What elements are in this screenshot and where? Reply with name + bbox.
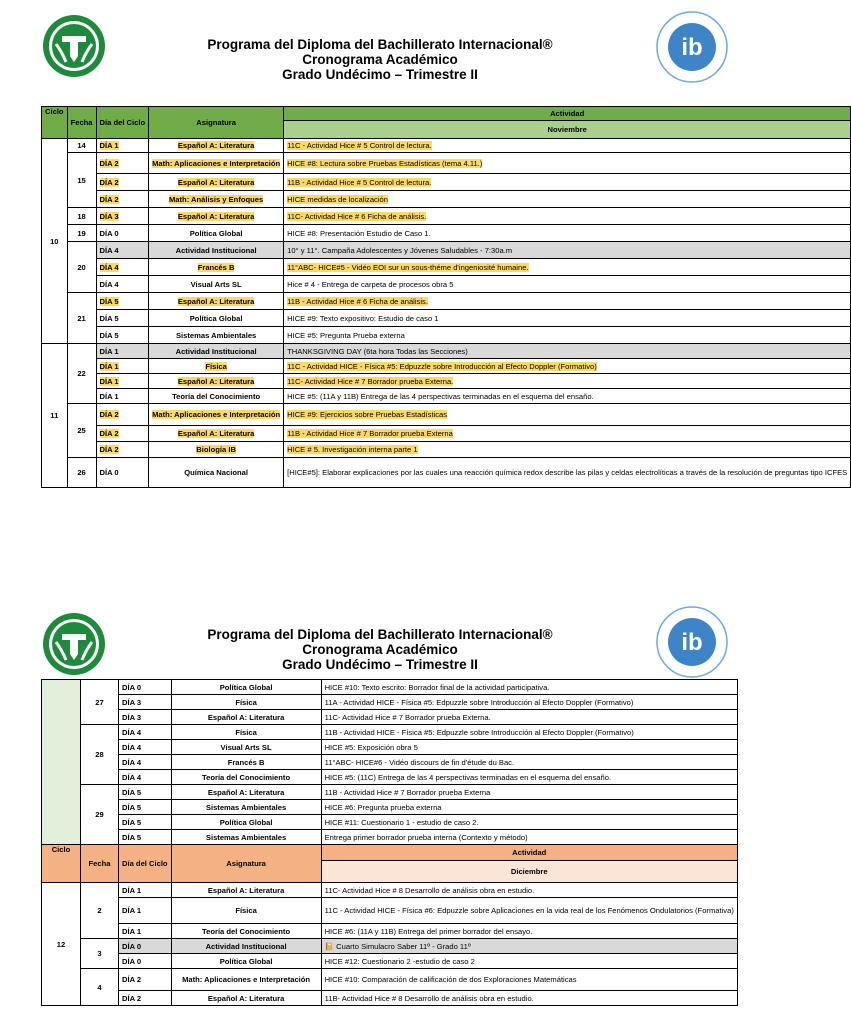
subject-cell: Política Global bbox=[149, 310, 284, 327]
document-title-line-3: Grado Undécimo – Trimestre II bbox=[282, 67, 478, 82]
activity-cell: HICE medidas de localización bbox=[284, 191, 851, 208]
svg-text:ib: ib bbox=[681, 629, 703, 656]
activity-cell: 📔 Cuarto Simulacro Saber 11º - Grado 11º bbox=[321, 939, 737, 954]
activity-cell: HICE #6: Pregunta prueba externa bbox=[321, 800, 737, 815]
day-cell: DÍA 0 bbox=[96, 458, 149, 488]
subject-cell: Actividad Institucional bbox=[149, 344, 284, 359]
subject-cell: Física bbox=[171, 725, 321, 740]
day-cell: DÍA 1 bbox=[96, 139, 149, 153]
page-2 bbox=[0, 575, 768, 1024]
header-dia: Día del Ciclo bbox=[96, 107, 149, 139]
day-cell: DÍA 4 bbox=[119, 740, 172, 755]
activity-cell: HICE #9: Texto expositivo: Estudio de caso 1 bbox=[284, 310, 851, 327]
activity-cell: HICE #11: Cuestionario 1 - estudio de caso 2. bbox=[321, 815, 737, 830]
subject-cell: Actividad Institucional bbox=[171, 939, 321, 954]
subject-cell: Política Global bbox=[149, 225, 284, 242]
subject-cell: Sistemas Ambientales bbox=[171, 800, 321, 815]
subject-cell: Español A: Literatura bbox=[149, 374, 284, 389]
header-dia: Día del Ciclo bbox=[119, 845, 172, 883]
day-cell: DÍA 5 bbox=[119, 830, 172, 845]
subject-cell: Política Global bbox=[171, 954, 321, 969]
subject-cell: Visual Arts SL bbox=[171, 740, 321, 755]
day-cell: DÍA 2 bbox=[119, 991, 172, 1006]
svg-text:ib: ib bbox=[681, 34, 703, 61]
ib-world-school-logo-icon bbox=[655, 10, 729, 84]
activity-cell: 11B - Actividad Hice # 7 Borrador prueba Externa bbox=[284, 426, 851, 442]
day-cell: DÍA 2 bbox=[96, 153, 149, 174]
activity-cell: HICE #5: Exposición obra 5 bbox=[321, 740, 737, 755]
header-asignatura: Asignatura bbox=[171, 845, 321, 883]
activity-cell: HICE #8: Presentación Estudio de Caso 1. bbox=[284, 225, 851, 242]
header-fecha: Fecha bbox=[81, 845, 119, 883]
day-cell: DÍA 2 bbox=[119, 969, 172, 991]
day-cell: DÍA 5 bbox=[119, 815, 172, 830]
subject-cell: Física bbox=[171, 898, 321, 924]
activity-cell: [HICE#5]: Elaborar explicaciones por las cuales una reacción química redox describe las pilas y celdas electrolíticas a través de la resolución de preguntas tipo ICFES bbox=[284, 458, 851, 488]
day-cell: DÍA 5 bbox=[96, 293, 149, 310]
header-ciclo: Ciclo bbox=[42, 107, 68, 139]
day-cell: DÍA 4 bbox=[96, 276, 149, 293]
activity-cell: 11B - Actividad Hice # 5 Control de lectura. bbox=[284, 174, 851, 191]
activity-cell: 11C - Actividad HICE - Física #5: Edpuzzle sobre Introducción al Efecto Doppler (Formativo) bbox=[284, 359, 851, 374]
subject-cell: Política Global bbox=[171, 815, 321, 830]
date-cell: 29 bbox=[81, 785, 119, 845]
schedule-table-continuation bbox=[41, 679, 738, 1006]
date-cell: 25 bbox=[67, 404, 96, 458]
activity-cell: 11B - Actividad HICE - Física #5: Edpuzzle sobre Introducción al Efecto Doppler (Formativo) bbox=[321, 725, 737, 740]
document-title-line-1: Programa del Diploma del Bachillerato Internacional® bbox=[207, 627, 553, 642]
schedule-table-november bbox=[41, 106, 851, 488]
date-cell: 2 bbox=[81, 883, 119, 939]
day-cell: DÍA 5 bbox=[96, 327, 149, 344]
month-label: Diciembre bbox=[321, 861, 737, 883]
subject-cell: Francés B bbox=[171, 755, 321, 770]
day-cell: DÍA 1 bbox=[119, 898, 172, 924]
activity-cell: 11B - Actividad Hice # 7 Borrador prueba Externa bbox=[321, 785, 737, 800]
activity-cell: 11C- Actividad Hice # 7 Borrador prueba Externa. bbox=[321, 710, 737, 725]
cycle-number: 11 bbox=[42, 344, 68, 488]
subject-cell: Español A: Literatura bbox=[149, 293, 284, 310]
day-cell: DÍA 5 bbox=[119, 785, 172, 800]
subject-cell: Español A: Literatura bbox=[171, 710, 321, 725]
ib-world-school-logo-icon bbox=[655, 605, 729, 679]
subject-cell: Español A: Literatura bbox=[171, 785, 321, 800]
subject-cell: Actividad Institucional bbox=[149, 242, 284, 259]
activity-cell: 11B- Actividad Hice # 8 Desarrollo de análisis obra en estudio. bbox=[321, 991, 737, 1006]
subject-cell: Política Global bbox=[171, 680, 321, 695]
activity-cell: 11°ABC- HICE#6 - Vidéo discours de fin d'étude du Bac. bbox=[321, 755, 737, 770]
header-actividad: Actividad bbox=[284, 107, 851, 121]
activity-cell: HICE #5: Pregunta Prueba externa bbox=[284, 327, 851, 344]
subject-cell: Teoría del Conocimiento bbox=[171, 770, 321, 785]
date-cell: 21 bbox=[67, 293, 96, 344]
day-cell: DÍA 2 bbox=[96, 426, 149, 442]
day-cell: DÍA 4 bbox=[119, 725, 172, 740]
subject-cell: Visual Arts SL bbox=[149, 276, 284, 293]
subject-cell: Español A: Literatura bbox=[171, 991, 321, 1006]
date-cell: 19 bbox=[67, 225, 96, 242]
cycle-number-blank bbox=[42, 680, 81, 845]
subject-cell: Física bbox=[149, 359, 284, 374]
activity-cell: 11C - Actividad Hice # 5 Control de lectura. bbox=[284, 139, 851, 153]
document-title-line-2: Cronograma Académico bbox=[302, 52, 458, 67]
activity-cell: HICE #10: Comparación de calificación de dos Exploraciones Matemáticas bbox=[321, 969, 737, 991]
date-cell: 28 bbox=[81, 725, 119, 785]
activity-cell: THANKSGIVING DAY (6ta hora Todas las Secciones) bbox=[284, 344, 851, 359]
activity-cell: HICE #8: Lectura sobre Pruebas Estadísticas (tema 4.11.) bbox=[284, 153, 851, 174]
subject-cell: Español A: Literatura bbox=[149, 426, 284, 442]
date-cell: 18 bbox=[67, 208, 96, 225]
subject-cell: Biología IB bbox=[149, 442, 284, 458]
day-cell: DÍA 4 bbox=[119, 755, 172, 770]
subject-cell: Español A: Literatura bbox=[149, 174, 284, 191]
activity-cell: 11C- Actividad Hice # 7 Borrador prueba Externa. bbox=[284, 374, 851, 389]
subject-cell: Español A: Literatura bbox=[149, 208, 284, 225]
day-cell: DÍA 1 bbox=[96, 389, 149, 404]
day-cell: DÍA 0 bbox=[119, 939, 172, 954]
day-cell: DÍA 1 bbox=[119, 924, 172, 939]
day-cell: DÍA 5 bbox=[119, 800, 172, 815]
subject-cell: Teoría del Conocimiento bbox=[149, 389, 284, 404]
subject-cell: Math: Aplicaciones e Interpretación bbox=[149, 404, 284, 426]
subject-cell: Sistemas Ambientales bbox=[171, 830, 321, 845]
activity-cell: HICE #5: (11C) Entrega de las 4 perspectivas terminadas en el esquema del ensaño. bbox=[321, 770, 737, 785]
date-cell: 4 bbox=[81, 969, 119, 1006]
date-cell: 3 bbox=[81, 939, 119, 969]
activity-cell: 11°ABC- HICE#5 - Vidéo EOI sur un sous-théme d'ingeniosité humaine. bbox=[284, 259, 851, 276]
day-cell: DÍA 4 bbox=[96, 242, 149, 259]
day-cell: DÍA 4 bbox=[96, 259, 149, 276]
subject-cell: Math: Aplicaciones e Interpretación bbox=[149, 153, 284, 174]
day-cell: DÍA 2 bbox=[96, 404, 149, 426]
activity-cell: HICE #12: Cuestionario 2 -estudio de caso 2 bbox=[321, 954, 737, 969]
month-label: Noviembre bbox=[284, 121, 851, 139]
activity-cell: 10° y 11°. Campaña Adolescentes y Jóvenes Saludables - 7:30a.m bbox=[284, 242, 851, 259]
subject-cell: Sistemas Ambientales bbox=[149, 327, 284, 344]
activity-cell: HICE #6: (11A y 11B) Entrega del primer borrador del ensayo. bbox=[321, 924, 737, 939]
activity-cell: 11C - Actividad HICE - Física #6: Edpuzzle sobre Aplicaciones en la vida real de los Fenómenos Ondulatorios (Formativa) bbox=[321, 898, 737, 924]
notebook-icon: 📔 bbox=[324, 941, 335, 951]
activity-cell: HICE #9: Ejercicios sobre Pruebas Estadísticas bbox=[284, 404, 851, 426]
activity-cell: HICE #5: (11A y 11B) Entrega de las 4 perspectivas terminadas en el esquema del ensaño. bbox=[284, 389, 851, 404]
day-cell: DÍA 5 bbox=[96, 310, 149, 327]
activity-cell: Hice # 4 - Entrega de carpeta de procesos obra 5 bbox=[284, 276, 851, 293]
activity-cell: 11A - Actividad HICE - Física #5: Edpuzzle sobre Introducción al Efecto Doppler (Formativo) bbox=[321, 695, 737, 710]
day-cell: DÍA 2 bbox=[96, 174, 149, 191]
activity-cell: 11C- Actividad Hice # 6 Ficha de análisis. bbox=[284, 208, 851, 225]
subject-cell: Química Nacional bbox=[149, 458, 284, 488]
date-cell: 27 bbox=[81, 680, 119, 725]
day-cell: DÍA 2 bbox=[96, 442, 149, 458]
day-cell: DÍA 1 bbox=[96, 344, 149, 359]
subject-cell: Math: Análisis y Enfoques bbox=[149, 191, 284, 208]
activity-cell: HICE #10: Texto escrito: Borrador final de la actividad participativa. bbox=[321, 680, 737, 695]
document-title-line-3: Grado Undécimo – Trimestre II bbox=[282, 657, 478, 672]
school-crest-icon bbox=[42, 14, 106, 78]
document-title-line-2: Cronograma Académico bbox=[302, 642, 458, 657]
subject-cell: Teoría del Conocimiento bbox=[171, 924, 321, 939]
day-cell: DÍA 3 bbox=[119, 710, 172, 725]
document-title-line-1: Programa del Diploma del Bachillerato Internacional® bbox=[207, 37, 553, 52]
day-cell: DÍA 2 bbox=[96, 191, 149, 208]
day-cell: DÍA 4 bbox=[119, 770, 172, 785]
day-cell: DÍA 1 bbox=[96, 359, 149, 374]
subject-cell: Math: Aplicaciones e Interpretación bbox=[171, 969, 321, 991]
cycle-number: 10 bbox=[42, 139, 68, 344]
subject-cell: Física bbox=[171, 695, 321, 710]
day-cell: DÍA 1 bbox=[119, 883, 172, 898]
header-actividad: Actividad bbox=[321, 845, 737, 861]
day-cell: DÍA 0 bbox=[96, 225, 149, 242]
day-cell: DÍA 3 bbox=[96, 208, 149, 225]
header-asignatura: Asignatura bbox=[149, 107, 284, 139]
day-cell: DÍA 1 bbox=[96, 374, 149, 389]
activity-cell: Entrega primer borrador prueba interna (Contexto y método) bbox=[321, 830, 737, 845]
date-cell: 20 bbox=[67, 242, 96, 293]
school-crest-icon bbox=[42, 612, 106, 676]
date-cell: 15 bbox=[67, 153, 96, 208]
header-fecha: Fecha bbox=[67, 107, 96, 139]
date-cell: 26 bbox=[67, 458, 96, 488]
cycle-number: 12 bbox=[42, 883, 81, 1006]
subject-cell: Español A: Literatura bbox=[171, 883, 321, 898]
date-cell: 14 bbox=[67, 139, 96, 153]
day-cell: DÍA 3 bbox=[119, 695, 172, 710]
activity-cell: 11C- Actividad Hice # 8 Desarrollo de análisis obra en estudio. bbox=[321, 883, 737, 898]
subject-cell: Español A: Literatura bbox=[149, 139, 284, 153]
day-cell: DÍA 0 bbox=[119, 680, 172, 695]
activity-cell: HICE # 5. Investigación interna parte 1 bbox=[284, 442, 851, 458]
date-cell: 22 bbox=[67, 344, 96, 404]
header-ciclo: Ciclo bbox=[42, 845, 81, 883]
activity-cell: 11B - Actividad Hice # 6 Ficha de análisis. bbox=[284, 293, 851, 310]
subject-cell: Francés B bbox=[149, 259, 284, 276]
day-cell: DÍA 0 bbox=[119, 954, 172, 969]
